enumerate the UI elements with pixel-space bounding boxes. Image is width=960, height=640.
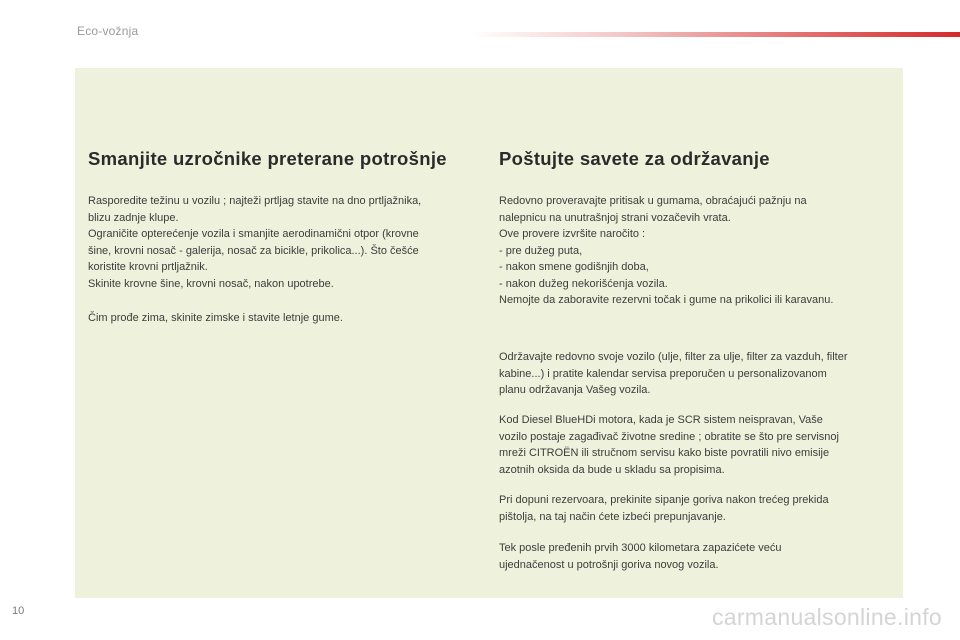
page-section-title: Eco-vožnja [77, 24, 139, 38]
right-paragraph-diesel: Kod Diesel BlueHDi motora, kada je SCR sistem neispravan, Vaše vozilo postaje zagađivač životne sredine ; obratite se što pre servisnoj mreži CITROËN ili stručnom servisu kako biste povratili nivo emisije azotnih oksida da bude u skladu sa propisima. [499, 414, 839, 476]
right-heading: Poštujte savete za održavanje [499, 148, 770, 169]
content-panel [75, 68, 903, 598]
left-heading: Smanjite uzročnike preterane potrošnje [88, 148, 447, 169]
right-paragraph-refuel: Pri dopuni rezervoara, prekinite sipanje goriva nakon trećeg prekida pištolja, na taj način ćete izbeći prepunjavanje. [499, 494, 829, 523]
page-number: 10 [12, 605, 25, 617]
right-paragraph-maintenance: Održavajte redovno svoje vozilo (ulje, filter za ulje, filter za vazduh, filter kabine...) i pratite kalendar servisa preporučen u personalizovanom planu održavanja Vašeg vozila. [499, 351, 848, 396]
header-accent-bar [470, 32, 960, 37]
watermark: carmanualsonline.info [711, 604, 942, 630]
right-paragraph-break-in: Tek posle pređenih prvih 3000 kilometara zapazićete veću ujednačenost u potrošnji goriva novog vozila. [499, 542, 782, 571]
left-paragraph-weight: Rasporedite težinu u vozilu ; najteži prtljag stavite na dno prtljažnika, blizu zadnje klupe. Ograničite opterećenje vozila i smanjite aerodinamični otpor (krovne šine, krovni nosač - galerija, nosač za bicikle, prikolica...). Što češće koristite krovni prtljažnik. Skinite krovne šine, krovni nosač, nakon upotrebe. [88, 195, 422, 290]
right-paragraph-tire-pressure: Redovno proveravajte pritisak u gumama, obraćajući pažnju na nalepnicu na unutrašnjoj strani vozačevih vrata. Ove provere izvršite naročito : - pre dužeg puta, - nakon smene godišnjih doba, - nakon dužeg nekorišćenja vozila. Nemojte da zaboravite rezervni točak i gume na prikolici ili karavanu. [499, 195, 834, 306]
left-paragraph-tires: Čim prođe zima, skinite zimske i stavite letnje gume. [88, 312, 343, 324]
